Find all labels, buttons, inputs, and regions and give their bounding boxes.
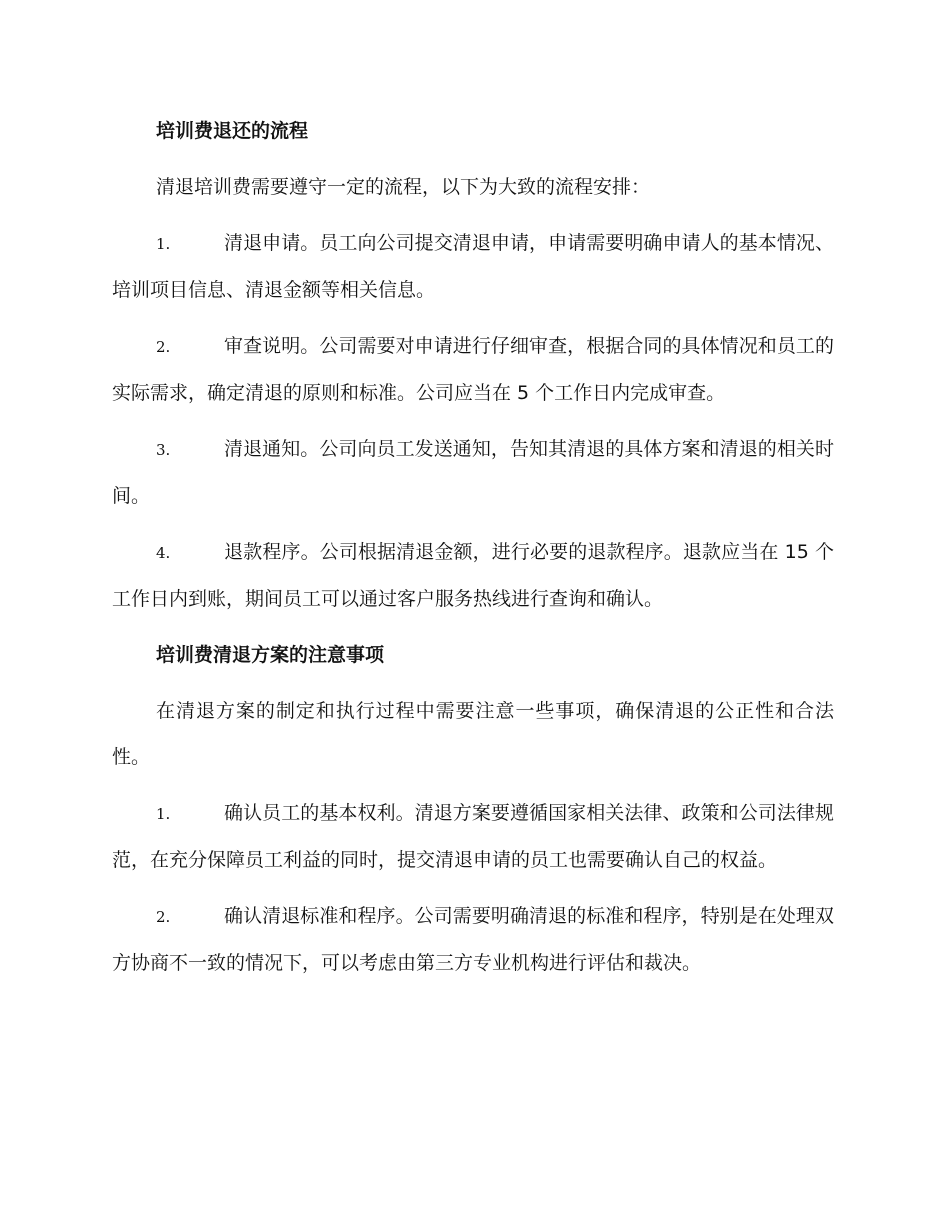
list-item-number: 4. <box>156 544 171 562</box>
document-page <box>112 108 834 996</box>
list-item <box>112 426 834 519</box>
list-item-text: 清退通知。公司向员工发送通知，告知其清退的具体方案和清退的相关时间。 <box>112 438 834 507</box>
list-item-text: 审查说明。公司需要对申请进行仔细审查，根据合同的具体情况和员工的实际需求，确定清退的原则和标准。公司应当在 5 个工作日内完成审查。 <box>112 335 834 404</box>
list-item <box>112 323 834 416</box>
list-item <box>112 529 834 622</box>
section-intro-notes: 在清退方案的制定和执行过程中需要注意一些事项，确保清退的公正性和合法性。 <box>112 700 834 768</box>
list-item-text: 确认员工的基本权利。清退方案要遵循国家相关法律、政策和公司法律规范，在充分保障员工利益的同时，提交清退申请的员工也需要确认自己的权益。 <box>112 802 834 871</box>
list-item-text: 退款程序。公司根据清退金额，进行必要的退款程序。退款应当在 15 个工作日内到账，期间员工可以通过客户服务热线进行查询和确认。 <box>112 541 834 610</box>
section-heading-notes: 培训费清退方案的注意事项 <box>156 644 385 666</box>
section-intro-refund-process: 清退培训费需要遵守一定的流程，以下为大致的流程安排： <box>156 176 651 198</box>
list-item-text: 确认清退标准和程序。公司需要明确清退的标准和程序，特别是在处理双方协商不一致的情况下，可以考虑由第三方专业机构进行评估和裁决。 <box>112 905 834 974</box>
list-item <box>112 790 834 883</box>
list-item-number: 2. <box>156 338 171 356</box>
list-item <box>112 893 834 986</box>
section-heading-refund-process: 培训费退还的流程 <box>156 120 309 142</box>
list-item-number: 1. <box>156 235 171 253</box>
list-item-text: 清退申请。员工向公司提交清退申请，申请需要明确申请人的基本情况、培训项目信息、清退金额等相关信息。 <box>112 232 834 301</box>
list-item-number: 2. <box>156 908 171 926</box>
list-item <box>112 220 834 313</box>
list-item-number: 3. <box>156 441 171 459</box>
list-item-number: 1. <box>156 805 171 823</box>
